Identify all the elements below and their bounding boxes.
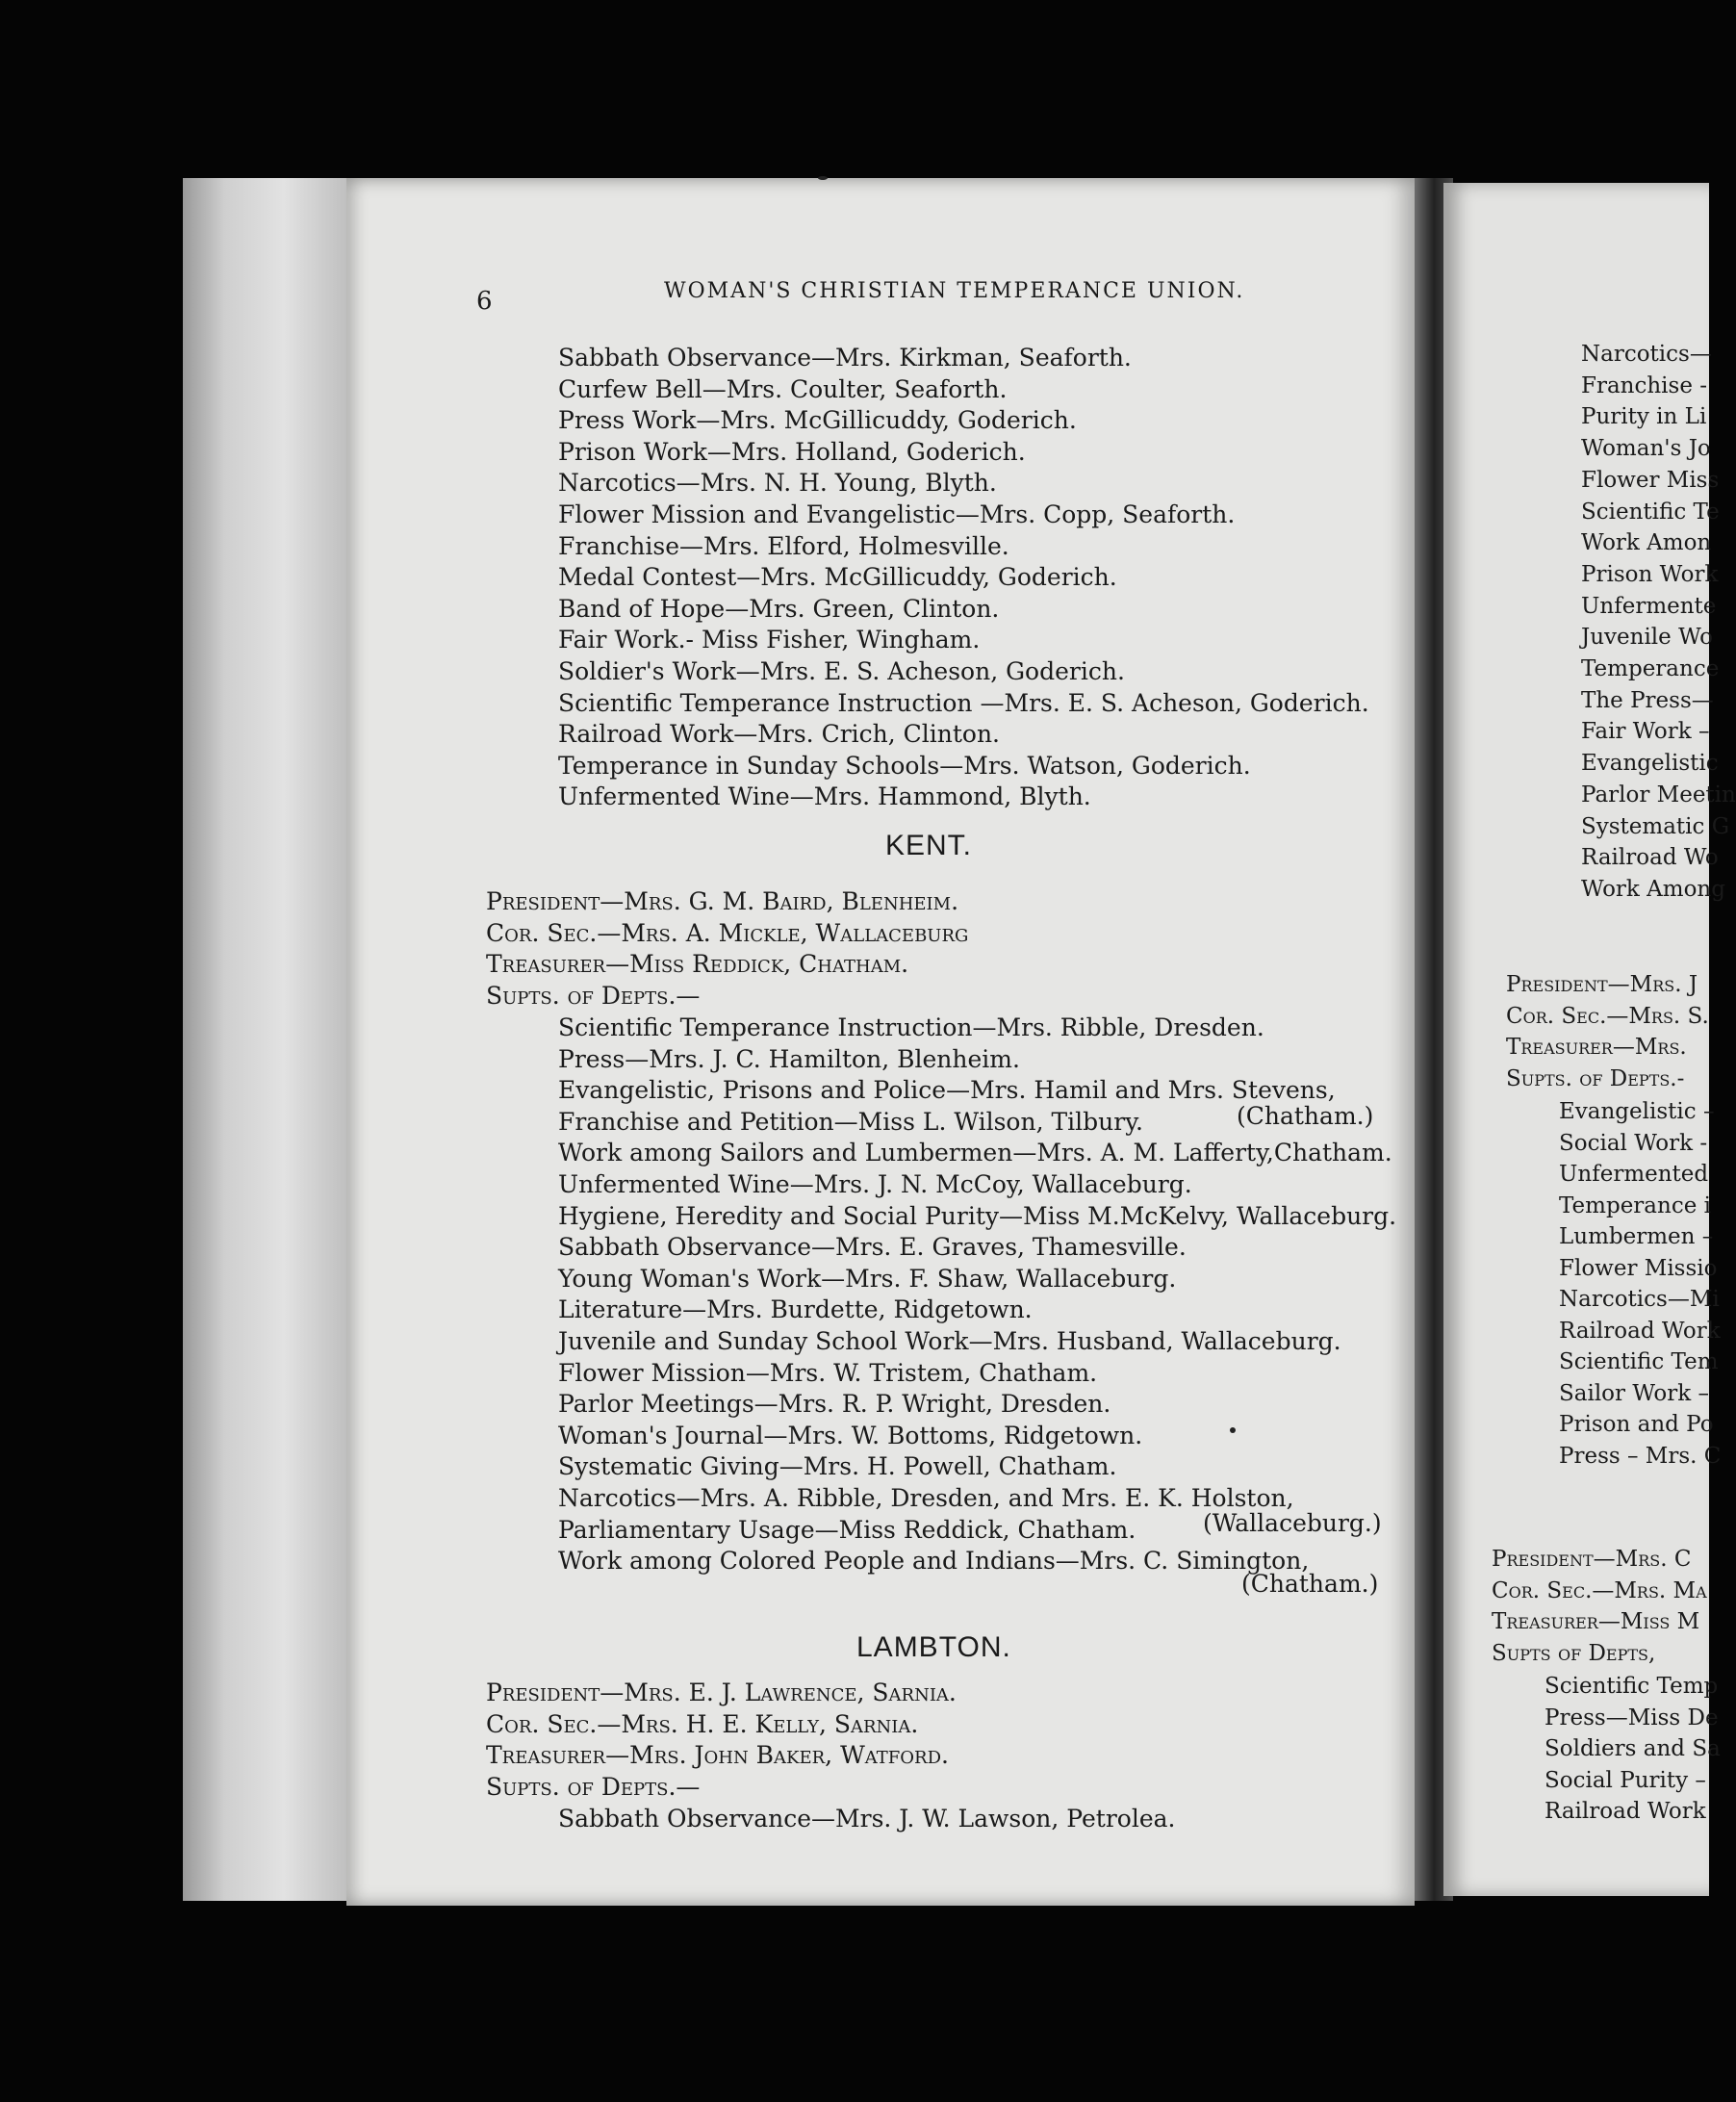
fragment-line: Juvenile Wo <box>1581 625 1714 651</box>
dept-line: Medal Contest—Mrs. McGillicuddy, Goderich. <box>558 563 1117 592</box>
dept-line: Temperance in Sunday Schools—Mrs. Watson, Goderich. <box>558 751 1251 780</box>
dept-line: Parlor Meetings—Mrs. R. P. Wright, Dresden. <box>558 1390 1111 1419</box>
dept-line: Systematic Giving—Mrs. H. Powell, Chatham. <box>558 1452 1117 1481</box>
dept-line: Sabbath Observance—Mrs. E. Graves, Thamesville. <box>558 1233 1187 1262</box>
dept-line: Railroad Work—Mrs. Crich, Clinton. <box>558 720 1001 749</box>
running-head: WOMAN'S CHRISTIAN TEMPERANCE UNION. <box>664 279 1245 303</box>
dept-line: Unfermented Wine—Mrs. J. N. McCoy, Wallaceburg. <box>558 1170 1192 1198</box>
fragment-officer: Cor. Sec.—Mrs. Ma <box>1492 1577 1707 1603</box>
fragment-line: Railroad Work <box>1559 1318 1721 1344</box>
dept-line: Woman's Journal—Mrs. W. Bottoms, Ridgetown. <box>558 1421 1143 1449</box>
officer-line: Supts. of Depts.— <box>486 1772 701 1801</box>
dept-line: Sabbath Observance—Mrs. Kirkman, Seaforth. <box>558 344 1132 372</box>
fragment-officer: Cor. Sec.—Mrs. S. <box>1506 1003 1709 1029</box>
fragment-line: Lumbermen – <box>1559 1224 1714 1249</box>
fragment-line: Scientific Te <box>1581 499 1720 525</box>
fragment-line: Parlor Meetin <box>1581 782 1736 807</box>
dept-line: Scientific Temperance Instruction—Mrs. Ribble, Dresden. <box>558 1013 1264 1041</box>
fragment-line: Narcotics—Mi <box>1559 1287 1720 1312</box>
page-speck <box>818 176 828 180</box>
fragment-line: Evangelistic – <box>1559 1099 1715 1124</box>
kent-heading: KENT. <box>885 830 973 861</box>
fragment-officer: President—Mrs. J <box>1506 972 1698 997</box>
dept-line: Work among Colored People and Indians—Mrs. C. Simington, <box>558 1547 1310 1576</box>
officer-line: President—Mrs. G. M. Baird, Blenheim. <box>486 887 959 915</box>
fragment-line: Evangelistic <box>1581 751 1719 777</box>
dept-line: Franchise and Petition—Miss L. Wilson, Tilbury. <box>558 1107 1143 1136</box>
dept-line: Hygiene, Heredity and Social Purity—Miss M.McKelvy, Wallaceburg. <box>558 1201 1397 1230</box>
fragment-line: Soldiers and Sa <box>1545 1736 1721 1761</box>
book-edge <box>183 178 351 1901</box>
fragment-line: Scientific Temp <box>1545 1674 1719 1699</box>
fragment-line: Woman's Jo <box>1581 436 1711 462</box>
officer-line: Treasurer—Mrs. John Baker, Watford. <box>486 1741 949 1769</box>
fragment-line: Railroad Wo <box>1581 845 1719 871</box>
officer-line: Cor. Sec.—Mrs. A. Mickle, Wallaceburg <box>486 918 969 947</box>
fragment-officer: Supts of Depts, <box>1492 1640 1656 1666</box>
dept-line: Prison Work—Mrs. Holland, Goderich. <box>558 437 1026 466</box>
dept-line: Flower Mission and Evangelistic—Mrs. Copp, Seaforth. <box>558 500 1236 528</box>
dept-line: Evangelistic, Prisons and Police—Mrs. Hamil and Mrs. Stevens, <box>558 1076 1336 1105</box>
fragment-line: Press—Miss De <box>1545 1705 1719 1730</box>
fragment-line: Purity in Li <box>1581 404 1707 430</box>
dept-line: Narcotics—Mrs. A. Ribble, Dresden, and Mrs. E. K. Holston, <box>558 1484 1294 1512</box>
lambton-heading: LAMBTON. <box>856 1631 1011 1663</box>
fragment-line: Flower Missio <box>1559 1255 1718 1281</box>
fragment-line: Social Work - <box>1559 1130 1708 1156</box>
dept-line: Band of Hope—Mrs. Green, Clinton. <box>558 594 1000 623</box>
fragment-line: Prison and Po <box>1559 1412 1714 1437</box>
dept-line: Young Woman's Work—Mrs. F. Shaw, Wallaceburg. <box>558 1264 1177 1293</box>
fragment-officer: Treasurer—Mrs. <box>1506 1035 1687 1060</box>
dept-line: Literature—Mrs. Burdette, Ridgetown. <box>558 1295 1033 1324</box>
fragment-line: Flower Miss <box>1581 467 1720 493</box>
fragment-line: Press – Mrs. C <box>1559 1443 1722 1469</box>
fragment-line: Franchise - <box>1581 372 1708 398</box>
dept-line: Unfermented Wine—Mrs. Hammond, Blyth. <box>558 782 1091 811</box>
fragment-line: Unfermented <box>1559 1162 1709 1187</box>
fragment-line: Narcotics— <box>1581 342 1712 367</box>
fragment-line: Fair Work – <box>1581 719 1710 745</box>
dept-line: Fair Work.- Miss Fisher, Wingham. <box>558 626 981 654</box>
page-number: 6 <box>476 287 493 316</box>
fragment-line: Unfermente <box>1581 593 1717 619</box>
kent-aside-chatham-2: (Chatham.) <box>1241 1570 1379 1598</box>
officer-line: Supts. of Depts.— <box>486 981 701 1010</box>
fragment-line: The Press— <box>1581 687 1714 713</box>
dept-line: Flower Mission—Mrs. W. Tristem, Chatham. <box>558 1358 1098 1387</box>
officer-line: Cor. Sec.—Mrs. H. E. Kelly, Sarnia. <box>486 1709 919 1738</box>
fragment-line: Sailor Work – <box>1559 1380 1710 1406</box>
fragment-line: Railroad Work <box>1545 1799 1706 1824</box>
dept-line: Franchise—Mrs. Elford, Holmesville. <box>558 531 1009 560</box>
dept-line: Narcotics—Mrs. N. H. Young, Blyth. <box>558 469 997 498</box>
fragment-officer: President—Mrs. C <box>1492 1547 1692 1572</box>
dept-line: Press Work—Mrs. McGillicuddy, Goderich. <box>558 406 1077 435</box>
dept-line: Press—Mrs. J. C. Hamilton, Blenheim. <box>558 1044 1020 1073</box>
fragment-line: Temperance <box>1581 656 1720 681</box>
officer-line: Treasurer—Miss Reddick, Chatham. <box>486 950 909 978</box>
dept-line: Scientific Temperance Instruction —Mrs. E. S. Acheson, Goderich. <box>558 688 1369 717</box>
fragment-line: Prison Work <box>1581 561 1719 587</box>
officer-line: President—Mrs. E. J. Lawrence, Sarnia. <box>486 1679 957 1706</box>
page-speck <box>1230 1427 1236 1433</box>
kent-aside-chatham: (Chatham.) <box>1237 1102 1374 1130</box>
dept-line: Soldier's Work—Mrs. E. S. Acheson, Goderich. <box>558 657 1125 685</box>
fragment-line: Scientific Tem <box>1559 1349 1719 1374</box>
dept-line: Parliamentary Usage—Miss Reddick, Chatham. <box>558 1515 1136 1544</box>
fragment-line: Social Purity – <box>1545 1767 1706 1793</box>
fragment-line: Temperance i <box>1559 1192 1711 1218</box>
fragment-line: Work Amon <box>1581 530 1712 556</box>
fragment-officer: Supts. of Depts.- <box>1506 1065 1685 1091</box>
fragment-officer: Treasurer—Miss M <box>1492 1609 1700 1634</box>
fragment-line: Work Among <box>1581 876 1725 902</box>
kent-aside-wallaceburg: (Wallaceburg.) <box>1203 1509 1382 1537</box>
dept-line: Work among Sailors and Lumbermen—Mrs. A. M. Lafferty,Chatham. <box>558 1139 1392 1167</box>
fragment-line: Systematic G <box>1581 813 1730 839</box>
dept-line: Sabbath Observance—Mrs. J. W. Lawson, Petrolea. <box>558 1805 1176 1833</box>
dept-line: Juvenile and Sunday School Work—Mrs. Husband, Wallaceburg. <box>558 1327 1341 1355</box>
dept-line: Curfew Bell—Mrs. Coulter, Seaforth. <box>558 374 1008 403</box>
